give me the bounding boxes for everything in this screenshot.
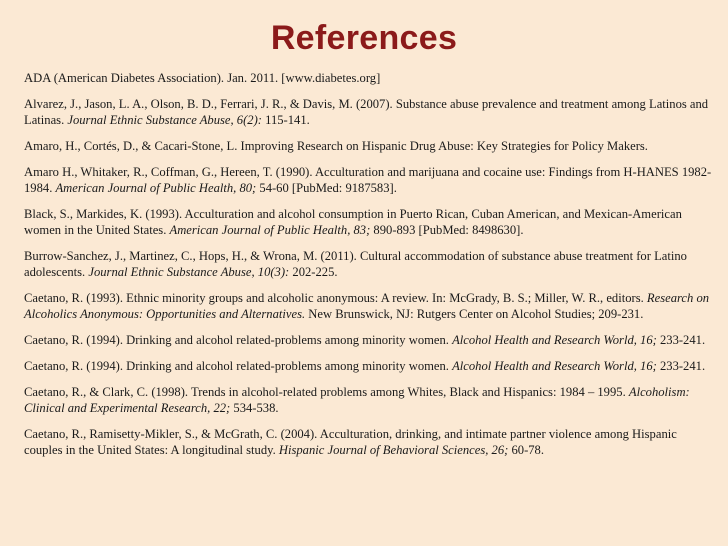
reference-details: 534-538. — [230, 401, 279, 415]
reference-journal: Hispanic Journal of Behavioral Sciences, 26; — [278, 443, 509, 457]
reference-entry — [24, 358, 714, 374]
reference-text: Caetano, R. (1993). Ethnic minority groups and alcoholic anonymous: A review. In: McGrady, B. S.; Miller, W. R., editors. — [24, 291, 647, 305]
reference-text: Caetano, R. (1994). Drinking and alcohol related-problems among minority women. — [24, 359, 453, 373]
slide-title: References — [270, 19, 458, 57]
reference-entry — [24, 138, 714, 154]
reference-entry — [24, 206, 714, 238]
reference-entry — [24, 290, 714, 322]
reference-text: Alvarez, J., Jason, L. A., Olson, B. D., Ferrari, J. R., & Davis, M. (2007). Substance abuse prevalence and treatment among Latinos and Latinas. — [24, 97, 709, 127]
reference-details: 60-78. — [508, 443, 545, 457]
reference-entry — [24, 332, 714, 348]
reference-text: Amaro, H., Cortés, D., & Cacari-Stone, L. Improving Research on Hispanic Drug Abuse: Key Strategies for Policy Makers. — [24, 139, 648, 153]
reference-journal: Alcoholism: Clinical and Experimental Research, 22; — [24, 385, 690, 415]
reference-journal: Alcohol Health and Research World, 16; — [452, 359, 657, 373]
reference-journal: American Journal of Public Health, 80; — [55, 181, 257, 195]
reference-entry — [24, 384, 714, 416]
reference-journal: Alcohol Health and Research World, 16; — [452, 333, 657, 347]
reference-text: ADA (American Diabetes Association). Jan. 2011. [www.diabetes.org] — [24, 71, 381, 85]
reference-text: Burrow-Sanchez, J., Martinez, C., Hops, H., & Wrona, M. (2011). Cultural accommodation of substance abuse treatment for Latino adolescents. — [24, 249, 687, 279]
reference-details: New Brunswick, NJ: Rutgers Center on Alcohol Studies; 209-231. — [305, 307, 644, 321]
reference-text: Caetano, R. (1994). Drinking and alcohol related-problems among minority women. — [24, 333, 453, 347]
reference-entry — [24, 248, 714, 280]
reference-details: 890-893 [PubMed: 8498630]. — [370, 223, 524, 237]
reference-details: 233-241. — [656, 333, 706, 347]
reference-journal: Journal Ethnic Substance Abuse, 6(2): — [67, 113, 262, 127]
reference-details: 54-60 [PubMed: 9187583]. — [256, 181, 397, 195]
reference-text: Black, S., Markides, K. (1993). Acculturation and alcohol consumption in Puerto Rican, Cuban American, and Mexican-American women in the United States. — [24, 207, 682, 237]
reference-entry — [24, 70, 714, 86]
references-list — [24, 70, 714, 468]
reference-details: 115-141. — [261, 113, 310, 127]
reference-details: 233-241. — [656, 359, 706, 373]
reference-entry — [24, 426, 714, 458]
reference-journal: Research on Alcoholics Anonymous: Opportunities and Alternatives. — [24, 291, 710, 321]
reference-entry — [24, 164, 714, 196]
reference-text: Caetano, R., Ramisetty-Mikler, S., & McGrath, C. (2004). Acculturation, drinking, and intimate partner violence among Hispanic couples in the United States: A longitudinal study. — [24, 427, 677, 457]
reference-journal: Journal Ethnic Substance Abuse, 10(3): — [88, 265, 290, 279]
reference-text: Amaro H., Whitaker, R., Coffman, G., Hereen, T. (1990). Acculturation and marijuana and cocaine use: Findings from H-HANES 1982-1984. — [24, 165, 712, 195]
reference-entry — [24, 96, 714, 128]
reference-journal: American Journal of Public Health, 83; — [169, 223, 371, 237]
reference-text: Caetano, R., & Clark, C. (1998). Trends in alcohol-related problems among Whites, Black and Hispanics: 1984 – 1995. — [24, 385, 629, 399]
reference-details: 202-225. — [289, 265, 338, 279]
